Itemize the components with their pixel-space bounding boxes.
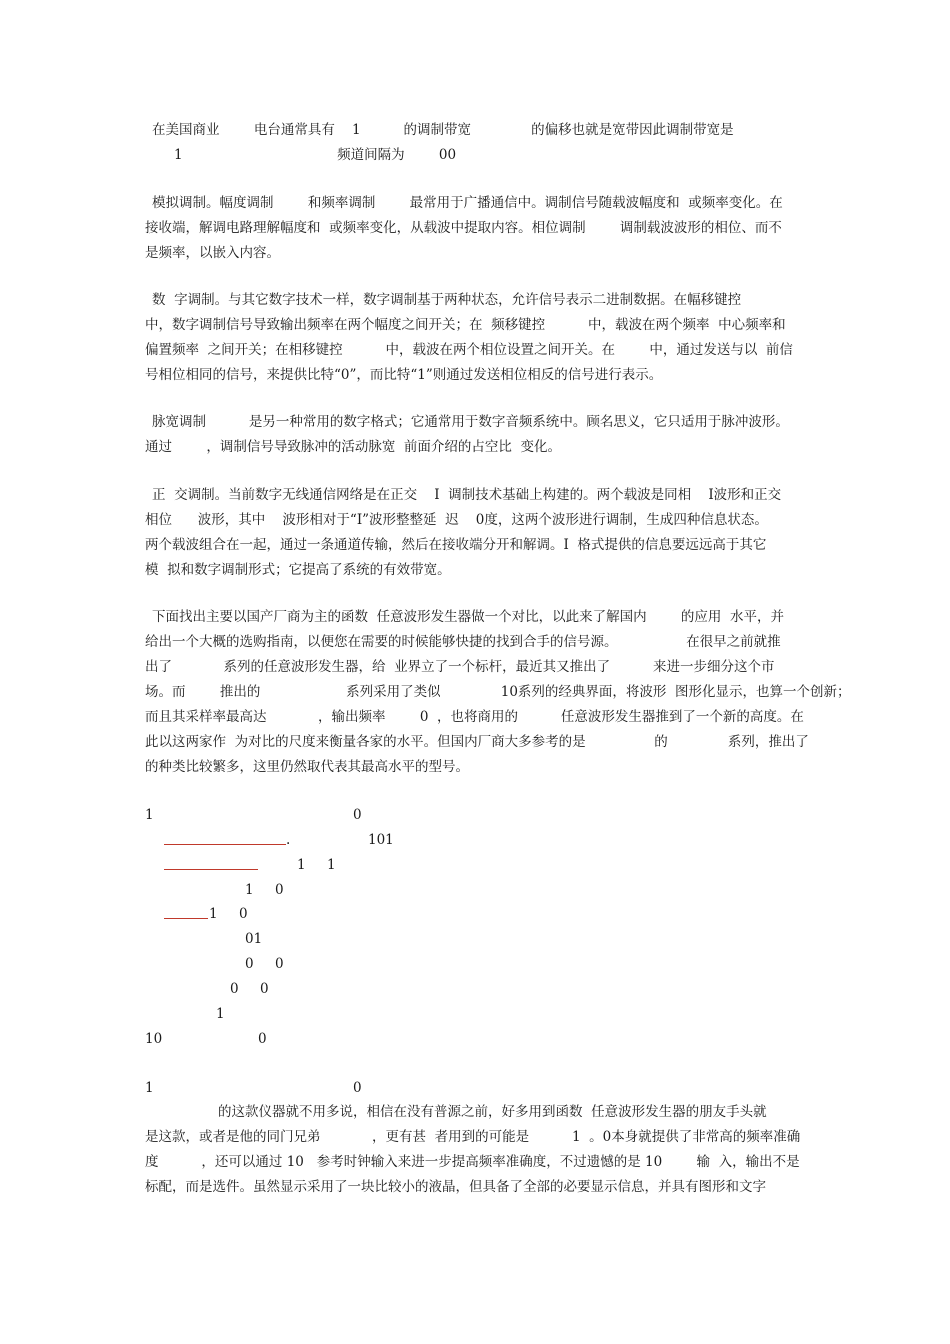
fragment-13: 0 bbox=[258, 1031, 267, 1047]
para-2-line-1: 模拟调制。幅度调制 和频率调制 最常用于广播通信中。调制信号随载波幅度和 或频率变化。在 bbox=[152, 195, 783, 211]
fragment-6: 1 0 bbox=[245, 882, 284, 898]
fragment-12: 10 bbox=[145, 1031, 163, 1047]
red-link-underline bbox=[164, 869, 258, 870]
para-5-line-1: 正 交调制。当前数字无线通信网络是在正交 I 调制技术基础上构建的。两个载波是同相 I波形和正交 bbox=[152, 487, 782, 503]
red-link-underline bbox=[164, 918, 208, 919]
para-3-line-3: 偏置频率 之间开关；在相移键控 中，载波在两个相位设置之间开关。在 中，通过发送与以 前信 bbox=[145, 342, 793, 358]
fragment-1: 1 bbox=[145, 807, 154, 823]
red-link-underline bbox=[164, 844, 286, 845]
fragment-11: 1 bbox=[216, 1006, 225, 1022]
para-6-line-2: 给出一个大概的选购指南，以便您在需要的时候能够快捷的找到合手的信号源。 在很早之前就推 bbox=[145, 634, 781, 650]
fragment-8: 01 bbox=[245, 931, 263, 947]
para-6-line-5: 而且其采样率最高达 ，输出频率 0 ，也将商用的 任意波形发生器推到了一个新的高度。在 bbox=[145, 709, 804, 725]
para-3-line-4: 号相位相同的信号，来提供比特“0”，而比特“1”则通过发送相位相反的信号进行表示。 bbox=[145, 367, 663, 383]
fragment-10: 0 0 bbox=[230, 981, 269, 997]
para-7-line-1: 的这款仪器就不用多说，相信在没有普源之前，好多用到函数 任意波形发生器的朋友手头就 bbox=[218, 1104, 767, 1120]
fragment-3: . bbox=[286, 832, 291, 848]
para-4-line-1: 脉宽调制 是另一种常用的数字格式；它通常用于数字音频系统中。顾名思义，它只适用于脉冲波形。 bbox=[152, 414, 789, 430]
para-4-line-2: 通过 ，调制信号导致脉冲的活动脉宽 前面介绍的占空比 变化。 bbox=[145, 439, 561, 455]
para-1-line-1: 在美国商业 电台通常具有 1 的调制带宽 的偏移也就是宽带因此调制带宽是 bbox=[152, 122, 734, 138]
fragment-7: 1 0 bbox=[209, 906, 248, 922]
para-3-line-2: 中，数字调制信号导致输出频率在两个幅度之间开关；在 频移键控 中，载波在两个频率 中心频率和 bbox=[145, 317, 786, 333]
fragment-5: 1 1 bbox=[297, 857, 336, 873]
para-5-line-3: 两个载波组合在一起，通过一条通道传输，然后在接收端分开和解调。I 格式提供的信息要远远高于其它 bbox=[145, 537, 767, 553]
para-7-line-3: 度 ，还可以通过 10 参考时钟输入来进一步提高频率准确度，不过遗憾的是 10 输 入，输出不是 bbox=[145, 1154, 800, 1170]
para-5-line-2: 相位 波形，其中 波形相对于“I”波形整整延 迟 0度，这两个波形进行调制，生成四种信息状态。 bbox=[145, 512, 768, 528]
para-6-line-1: 下面找出主要以国产厂商为主的函数 任意波形发生器做一个对比，以此来了解国内 的应用 水平，并 bbox=[152, 609, 784, 625]
para-1-line-2: 1 频道间隔为 00 bbox=[174, 147, 457, 163]
para-6-line-7: 的种类比较繁多，这里仍然取代表其最高水平的型号。 bbox=[145, 759, 469, 775]
fragment-9: 0 0 bbox=[245, 956, 284, 972]
para-3-line-1: 数 字调制。与其它数字技术一样，数字调制基于两种状态，允许信号表示二进制数据。在幅移键控 bbox=[152, 292, 742, 308]
para-7-line-2: 是这款，或者是他的同门兄弟 ，更有甚 者用到的可能是 1 。0本身就提供了非常高的频率准确 bbox=[145, 1129, 801, 1145]
para-5-line-4: 模 拟和数字调制形式；它提高了系统的有效带宽。 bbox=[145, 562, 451, 578]
para-2-line-2: 接收端，解调电路理解幅度和 或频率变化，从载波中提取内容。相位调制 调制载波波形的相位、而不 bbox=[145, 220, 782, 236]
para-7-line-4: 标配，而是选件。虽然显示采用了一块比较小的液晶，但具备了全部的必要显示信息，并具有图形和文字 bbox=[145, 1179, 766, 1195]
para-6-line-4: 场。而 推出的 系列采用了类似 10系列的经典界面，将波形 图形化显示，也算一个创新； bbox=[145, 684, 851, 700]
fragment-15: 0 bbox=[353, 1080, 362, 1096]
fragment-2: 0 bbox=[353, 807, 362, 823]
fragment-14: 1 bbox=[145, 1080, 154, 1096]
para-6-line-3: 出了 系列的任意波形发生器，给 业界立了一个标杆，最近其又推出了 来进一步细分这个市 bbox=[145, 659, 775, 675]
para-2-line-3: 是频率，以嵌入内容。 bbox=[145, 245, 280, 261]
para-6-line-6: 此以这两家作 为对比的尺度来衡量各家的水平。但国内厂商大多参考的是 的 系列，推出了 bbox=[145, 734, 809, 750]
fragment-4: 101 bbox=[368, 832, 394, 848]
